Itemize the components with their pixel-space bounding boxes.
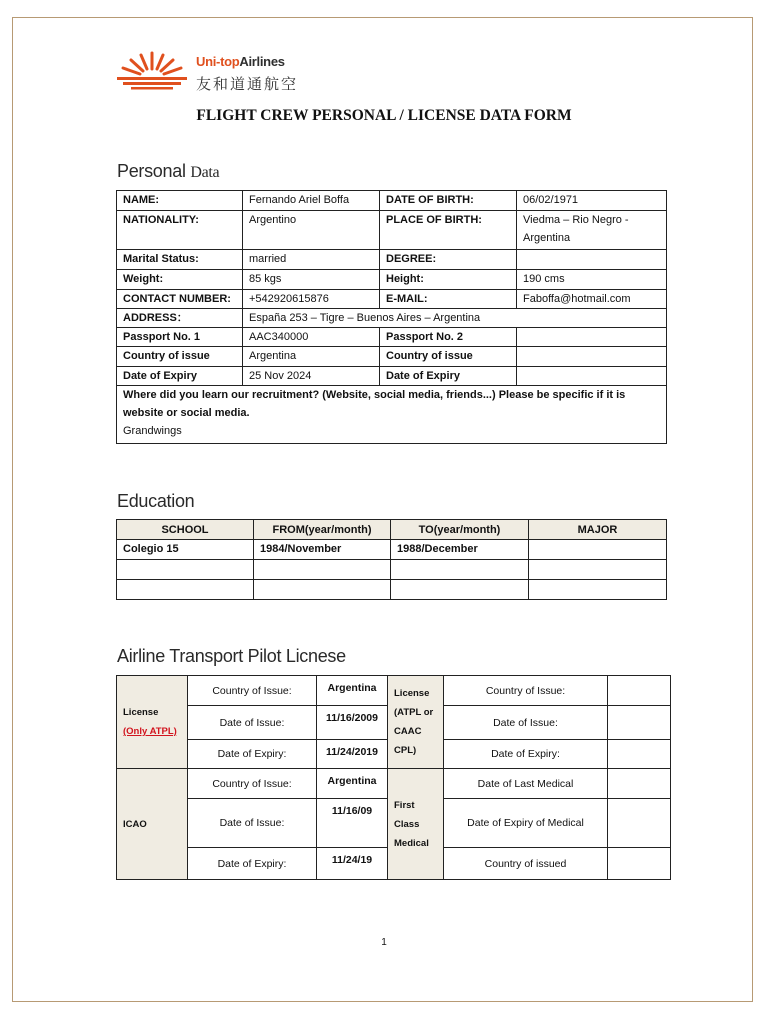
column-header-from: FROM(year/month) <box>254 520 391 540</box>
page-number: 1 <box>381 937 387 948</box>
icao-date-of-expiry-label: Date of Expiry: <box>188 848 317 880</box>
table-row <box>117 328 667 347</box>
table-row <box>117 676 671 706</box>
medical-expiry-value <box>608 799 671 848</box>
place-of-birth-label: PLACE OF BIRTH: <box>380 211 517 250</box>
major-cell <box>529 540 667 560</box>
table-row <box>117 386 667 444</box>
table-row <box>117 560 667 580</box>
email-value: Faboffa@hotmail.com <box>517 290 667 309</box>
medical-expiry-label: Date of Expiry of Medical <box>444 799 608 848</box>
education-table <box>116 519 667 600</box>
medical-label: First Class Medical <box>388 769 444 880</box>
right-license-date-of-issue-label: Date of Issue: <box>444 706 608 740</box>
column-header-to: TO(year/month) <box>391 520 529 540</box>
nationality-value: Argentino <box>243 211 380 250</box>
email-label: E-MAIL: <box>380 290 517 309</box>
icao-date-of-issue-label: Date of Issue: <box>188 799 317 848</box>
personal-data-heading: Personal Data <box>117 161 220 181</box>
license-date-of-expiry-label: Date of Expiry: <box>188 740 317 769</box>
right-license-date-of-expiry-label: Date of Expiry: <box>444 740 608 769</box>
medical-country-value <box>608 848 671 880</box>
column-header-major: MAJOR <box>529 520 667 540</box>
table-row <box>117 250 667 270</box>
license-note: (Only ATPL) <box>123 726 177 737</box>
table-row <box>117 367 667 386</box>
table-header-row <box>117 520 667 540</box>
marital-status-label: Marital Status: <box>117 250 243 270</box>
to-cell <box>391 580 529 600</box>
country-of-issue-1-value: Argentina <box>243 347 380 367</box>
license-date-of-issue-value: 11/16/2009 <box>317 706 388 740</box>
table-row <box>117 309 667 328</box>
table-row <box>117 580 667 600</box>
school-cell <box>117 580 254 600</box>
table-row <box>117 191 667 211</box>
height-value: 190 cms <box>517 270 667 290</box>
right-license-country-label: Country of Issue: <box>444 676 608 706</box>
country-of-issue-1-label: Country of issue <box>117 347 243 367</box>
address-value: España 253 – Tigre – Buenos Aires – Argentina <box>243 309 667 328</box>
weight-value: 85 kgs <box>243 270 380 290</box>
marital-status-value: married <box>243 250 380 270</box>
license-country-label: Country of Issue: <box>188 676 317 706</box>
to-cell: 1988/December <box>391 540 529 560</box>
last-medical-label: Date of Last Medical <box>444 769 608 799</box>
dob-label: DATE OF BIRTH: <box>380 191 517 211</box>
atpl-heading: Airline Transport Pilot Licnese <box>117 646 346 666</box>
right-license-date-of-expiry-value <box>608 740 671 769</box>
medical-country-label: Country of issued <box>444 848 608 880</box>
passport-1-label: Passport No. 1 <box>117 328 243 347</box>
passport-2-value <box>517 328 667 347</box>
contact-number-label: CONTACT NUMBER: <box>117 290 243 309</box>
recruitment-question: Where did you learn our recruitment? (Website, social media, friends...) Please be specific if it is website or social media. <box>123 389 626 419</box>
school-cell: Colegio 15 <box>117 540 254 560</box>
name-label: NAME: <box>117 191 243 211</box>
right-license-label: License (ATPL or CAAC CPL) <box>388 676 444 769</box>
recruitment-answer: Grandwings <box>123 425 182 437</box>
country-of-issue-2-label: Country of issue <box>380 347 517 367</box>
license-label-cell <box>117 676 188 769</box>
degree-value <box>517 250 667 270</box>
logo-wordmark: Uni-topAirlines <box>196 54 285 69</box>
major-cell <box>529 580 667 600</box>
company-logo <box>113 50 313 98</box>
logo-chinese-name: 友和道通航空 <box>196 76 299 93</box>
dob-value: 06/02/1971 <box>517 191 667 211</box>
table-row <box>117 769 671 799</box>
date-of-expiry-1-value: 25 Nov 2024 <box>243 367 380 386</box>
recruitment-question-cell <box>117 386 667 444</box>
personal-data-table <box>116 190 667 444</box>
nationality-label: NATIONALITY: <box>117 211 243 250</box>
to-cell <box>391 560 529 580</box>
from-cell <box>254 580 391 600</box>
last-medical-value <box>608 769 671 799</box>
country-of-issue-2-value <box>517 347 667 367</box>
table-row <box>117 270 667 290</box>
table-row <box>117 347 667 367</box>
from-cell <box>254 560 391 580</box>
date-of-expiry-2-value <box>517 367 667 386</box>
column-header-school: SCHOOL <box>117 520 254 540</box>
date-of-expiry-1-label: Date of Expiry <box>117 367 243 386</box>
right-license-country-value <box>608 676 671 706</box>
height-label: Height: <box>380 270 517 290</box>
weight-label: Weight: <box>117 270 243 290</box>
sunburst-logo-icon <box>113 50 191 90</box>
contact-number-value: +542920615876 <box>243 290 380 309</box>
license-date-of-expiry-value: 11/24/2019 <box>317 740 388 769</box>
license-country-value: Argentina <box>317 676 388 706</box>
from-cell: 1984/November <box>254 540 391 560</box>
icao-date-of-expiry-value: 11/24/19 <box>317 848 388 880</box>
license-label: License <box>123 707 159 718</box>
form-title: FLIGHT CREW PERSONAL / LICENSE DATA FORM <box>196 107 572 124</box>
date-of-expiry-2-label: Date of Expiry <box>380 367 517 386</box>
license-table <box>116 675 671 880</box>
major-cell <box>529 560 667 580</box>
table-row <box>117 290 667 309</box>
table-row <box>117 211 667 250</box>
icao-date-of-issue-value: 11/16/09 <box>317 799 388 848</box>
education-heading: Education <box>117 491 195 511</box>
icao-country-label: Country of Issue: <box>188 769 317 799</box>
name-value: Fernando Ariel Boffa <box>243 191 380 211</box>
icao-label: ICAO <box>117 769 188 880</box>
icao-country-value: Argentina <box>317 769 388 799</box>
place-of-birth-value: Viedma – Rio Negro - Argentina <box>517 211 667 250</box>
school-cell <box>117 560 254 580</box>
degree-label: DEGREE: <box>380 250 517 270</box>
passport-2-label: Passport No. 2 <box>380 328 517 347</box>
passport-1-value: AAC340000 <box>243 328 380 347</box>
license-date-of-issue-label: Date of Issue: <box>188 706 317 740</box>
table-row <box>117 540 667 560</box>
right-license-date-of-issue-value <box>608 706 671 740</box>
address-label: ADDRESS： <box>117 309 243 328</box>
